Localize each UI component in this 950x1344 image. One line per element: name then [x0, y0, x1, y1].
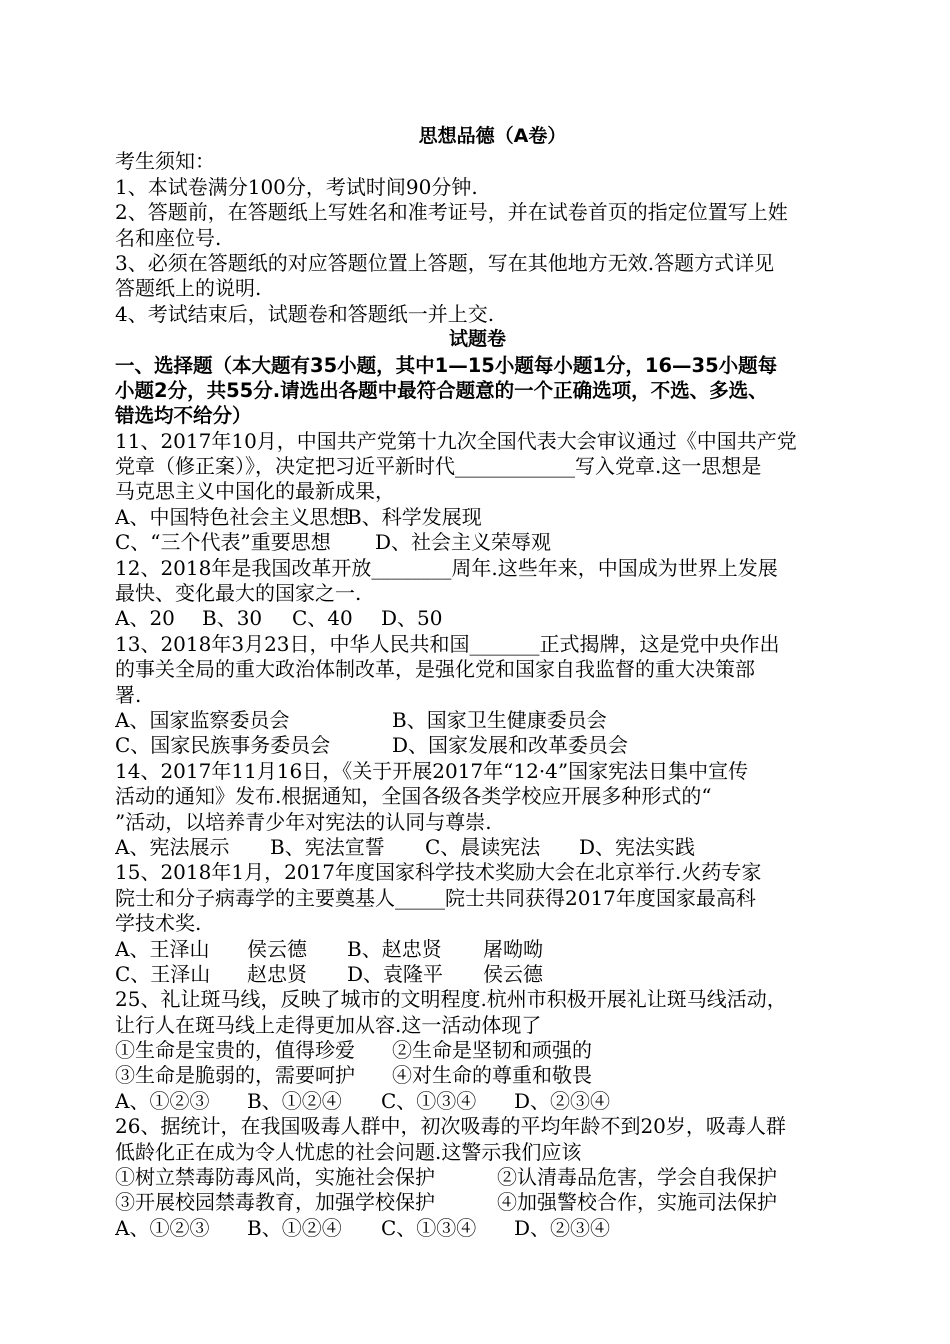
option-a: A、中国特色社会主义思想 [115, 504, 350, 529]
options-row [115, 1089, 840, 1114]
option-d: D、②③④ [514, 1088, 611, 1113]
option-b: B、赵忠贤 [347, 936, 442, 961]
notice-line: 名和座位号. [115, 225, 222, 250]
statement-3: ③开展校园禁毒教育，加强学校保护 [115, 1190, 435, 1215]
notice-line: 1、本试卷满分100分，考试时间90分钟. [115, 174, 478, 199]
options-row [115, 708, 840, 733]
option-a-second: 侯云德 [247, 936, 307, 961]
statements-row [115, 1063, 840, 1088]
question-25 [115, 987, 840, 1114]
option-a: A、王泽山 [115, 936, 210, 961]
options-row [115, 962, 840, 987]
option-c: C、①③④ [381, 1215, 477, 1240]
question-text: 13、2018年3月23日，中华人民共和国_______正式揭牌，这是党中央作出 [115, 631, 780, 656]
question-text: 学技术奖. [115, 911, 202, 936]
option-a: A、宪法展示 [115, 834, 230, 859]
option-d: D、社会主义荣辱观 [375, 530, 552, 555]
statements-row [115, 1190, 840, 1215]
option-b: B、①②④ [247, 1215, 342, 1240]
statements-row [115, 1038, 840, 1063]
question-text: 11、2017年10月，中国共产党第十九次全国代表大会审议通过《中国共产党 [115, 428, 797, 453]
notice-line: 2、答题前，在答题纸上写姓名和准考证号，并在试卷首页的指定位置写上姓 [115, 200, 788, 225]
question-text: 25、礼让斑马线，反映了城市的文明程度.杭州市积极开展礼让斑马线活动， [115, 987, 787, 1012]
part1-heading [115, 353, 840, 429]
part1-heading-line: 小题2分，共55分.请选出各题中最符合题意的一个正确选项，不选、多选、 [115, 378, 768, 402]
option-a: A、国家监察委员会 [115, 707, 290, 732]
question-text: 党章（修正案）》，决定把习近平新时代____________写入党章.这一思想是 [115, 454, 762, 479]
option-a: A、20 [115, 606, 175, 631]
question-11 [115, 429, 840, 556]
option-c: C、40 [292, 606, 353, 631]
part1-heading-line: 错选均不给分） [115, 404, 252, 428]
statements-row [115, 1165, 840, 1190]
statement-4: ④对生命的尊重和敬畏 [392, 1063, 592, 1088]
question-text: 让行人在斑马线上走得更加从容.这一活动体现了 [115, 1012, 542, 1037]
exam-page [115, 124, 840, 1241]
option-b: B、宪法宣誓 [270, 834, 385, 859]
question-text: 26、据统计，在我国吸毒人群中，初次吸毒的平均年龄不到20岁，吸毒人群 [115, 1114, 786, 1139]
question-text: 院士和分子病毒学的主要奠基人_____院士共同获得2017年度国家最高科 [115, 885, 756, 910]
option-c: C、“三个代表”重要思想 [115, 530, 331, 555]
option-b: B、国家卫生健康委员会 [392, 707, 607, 732]
statement-3: ③生命是脆弱的，需要呵护 [115, 1063, 355, 1088]
statement-1: ①树立禁毒防毒风尚，实施社会保护 [115, 1165, 435, 1190]
option-d: D、国家发展和改革委员会 [392, 733, 629, 758]
options-row [115, 937, 840, 962]
option-c-second: 赵忠贤 [247, 961, 307, 986]
options-row [115, 835, 840, 860]
options-row [115, 1216, 840, 1241]
notice-line: 3、必须在答题纸的对应答题位置上答题，写在其他地方无效.答题方式详见 [115, 250, 775, 275]
notice-block [115, 149, 840, 327]
question-text: ”活动，以培养青少年对宪法的认同与尊崇. [115, 809, 492, 834]
option-b: B、①②④ [247, 1088, 342, 1113]
statement-2: ②生命是坚韧和顽强的 [392, 1038, 592, 1063]
question-13 [115, 632, 840, 759]
statement-4: ④加强警校合作，实施司法保护 [497, 1190, 777, 1215]
question-12 [115, 556, 840, 632]
section-title: 试题卷 [448, 328, 506, 351]
option-a: A、①②③ [115, 1215, 210, 1240]
notice-heading: 考生须知： [115, 149, 215, 174]
page-title: 思想品德（A卷） [418, 125, 567, 147]
question-text: 15、2018年1月，2017年度国家科学技术奖励大会在北京举行.火药专家 [115, 860, 762, 885]
option-c: C、国家民族事务委员会 [115, 733, 331, 758]
option-d: D、②③④ [514, 1215, 611, 1240]
option-d-second: 侯云德 [483, 961, 543, 986]
notice-line: 答题纸上的说明. [115, 276, 262, 301]
option-c: C、晨读宪法 [425, 834, 541, 859]
options-row [115, 606, 840, 631]
question-text: 最快、变化最大的国家之一. [115, 581, 362, 606]
option-b: B、科学发展现 [347, 504, 482, 529]
statement-2: ②认清毒品危害，学会自我保护 [497, 1165, 777, 1190]
option-c: C、①③④ [381, 1088, 477, 1113]
option-d: D、宪法实践 [579, 834, 696, 859]
notice-line: 4、考试结束后，试题卷和答题纸一并上交. [115, 301, 495, 326]
question-text: 低龄化正在成为令人忧虑的社会问题.这警示我们应该 [115, 1139, 582, 1164]
question-text: 的事关全局的重大政治体制改革，是强化党和国家自我监督的重大决策部 [115, 657, 755, 682]
options-row [115, 505, 840, 530]
question-text: 马克思主义中国化的最新成果， [115, 479, 395, 504]
question-14 [115, 759, 840, 861]
statement-1: ①生命是宝贵的，值得珍爱 [115, 1038, 355, 1063]
question-text: 12、2018年是我国改革开放________周年.这些年来，中国成为世界上发展 [115, 555, 778, 580]
option-c: C、王泽山 [115, 961, 211, 986]
question-text: 活动的通知》发布.根据通知，全国各级各类学校应开展多种形式的“ [115, 784, 712, 809]
option-b: B、30 [202, 606, 263, 631]
options-row [115, 733, 840, 758]
question-text: 署. [115, 682, 142, 707]
question-15 [115, 860, 840, 987]
option-b-second: 屠呦呦 [483, 936, 543, 961]
option-a: A、①②③ [115, 1088, 210, 1113]
option-d: D、50 [381, 606, 443, 631]
question-26 [115, 1114, 840, 1241]
options-row [115, 530, 840, 555]
option-d: D、袁隆平 [347, 961, 444, 986]
part1-heading-line: 一、选择题（本大题有35小题，其中1—15小题每小题1分，16—35小题每 [115, 353, 778, 377]
question-text: 14、2017年11月16日，《关于开展2017年“12·4”国家宪法日集中宣传 [115, 758, 749, 783]
